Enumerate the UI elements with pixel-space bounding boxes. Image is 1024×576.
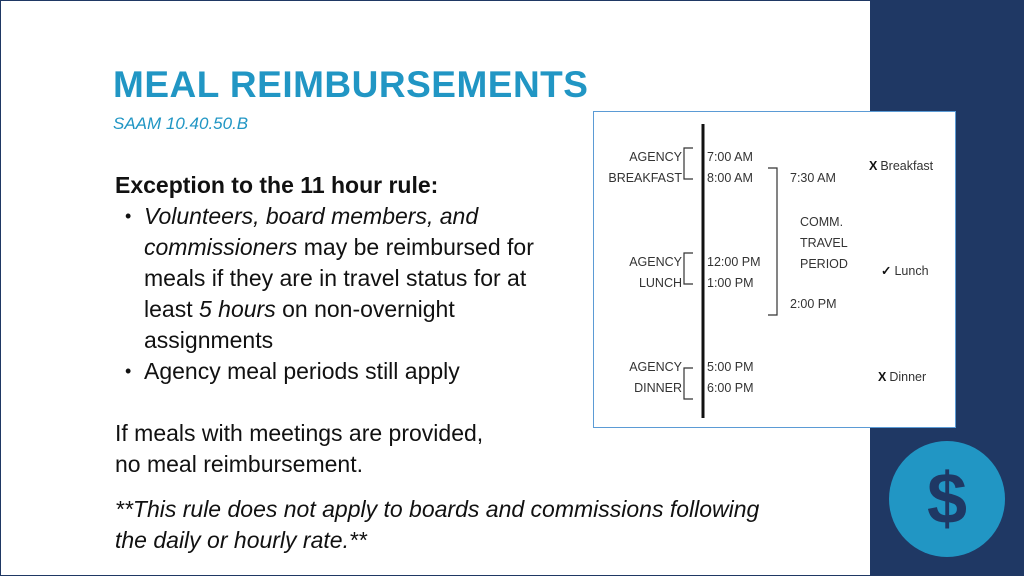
travel-label-line1: COMM. [800, 215, 844, 229]
bullet1-part1: Volunteers, board members, and commissioners [144, 203, 479, 260]
agency-dinner-line1: AGENCY [629, 360, 682, 374]
dinner-result [878, 370, 926, 384]
agency-dinner-line2: DINNER [634, 381, 682, 395]
breakfast-bracket [684, 148, 693, 179]
bullet-item-meal-periods: • Agency meal periods still apply [115, 356, 575, 387]
meals-note-line1: If meals with meetings are provided, [115, 420, 484, 446]
agency-lunch-label [602, 255, 682, 290]
lunch-time-start: 12:00 PM [707, 255, 761, 269]
dollar-icon [889, 441, 1005, 557]
dinner-time-start: 5:00 PM [707, 360, 754, 374]
dollar-sign-glyph [912, 459, 982, 539]
footnote [115, 494, 855, 556]
agency-breakfast-label [602, 150, 682, 185]
travel-period-bracket [768, 168, 777, 315]
dinner-bracket [684, 368, 693, 399]
x-mark-icon: X [869, 159, 878, 173]
slide-title: MEAL REIMBURSEMENTS [113, 64, 589, 105]
footnote-line1: **This rule does not apply to boards and commissions following [115, 496, 760, 522]
lunch-result [881, 264, 929, 278]
meal-timeline-diagram [593, 111, 956, 428]
x-mark-icon: X [878, 370, 887, 384]
footnote-line2: the daily or hourly rate.** [115, 527, 367, 553]
agency-lunch-line2: LUNCH [638, 276, 682, 290]
lunch-bracket [684, 253, 693, 284]
travel-period-label [800, 212, 848, 275]
meals-note-line2: no meal reimbursement. [115, 451, 363, 477]
travel-label-line2: TRAVEL [800, 236, 848, 250]
dinner-times [707, 360, 754, 395]
agency-lunch-line1: AGENCY [629, 255, 682, 269]
dinner-result-label: Dinner [889, 370, 927, 384]
travel-start-time: 7:30 AM [790, 171, 836, 185]
breakfast-result [869, 159, 933, 173]
travel-label-line3: PERIOD [800, 257, 848, 271]
bullet1-part3: 5 hours [198, 296, 276, 322]
dinner-time-end: 6:00 PM [707, 381, 754, 395]
breakfast-time-end: 8:00 AM [707, 171, 753, 185]
exception-heading: Exception to the 11 hour rule: [115, 172, 439, 198]
travel-end-time: 2:00 PM [790, 297, 837, 311]
breakfast-time-start: 7:00 AM [707, 150, 753, 164]
agency-breakfast-line1: AGENCY [629, 150, 682, 164]
bullet-list [115, 201, 575, 387]
slide-subtitle: SAAM 10.40.50.B [113, 114, 249, 133]
bullet-item-volunteers [115, 201, 575, 356]
breakfast-result-label: Breakfast [880, 159, 934, 173]
agency-breakfast-line2: BREAKFAST [608, 171, 682, 185]
lunch-result-label: Lunch [894, 264, 929, 278]
lunch-times [707, 255, 761, 290]
svg-text:$: $ [926, 459, 968, 539]
bullet1-part4: on non-overnight assignments [144, 296, 455, 353]
bullet1-part2: may be reimbursed for meals if they are in travel status for at least [144, 234, 534, 322]
check-mark-icon: ✓ [881, 264, 892, 278]
breakfast-times [707, 150, 753, 185]
body-text [115, 170, 575, 480]
lunch-time-end: 1:00 PM [707, 276, 754, 290]
agency-dinner-label [602, 360, 682, 395]
meals-note [115, 418, 575, 480]
